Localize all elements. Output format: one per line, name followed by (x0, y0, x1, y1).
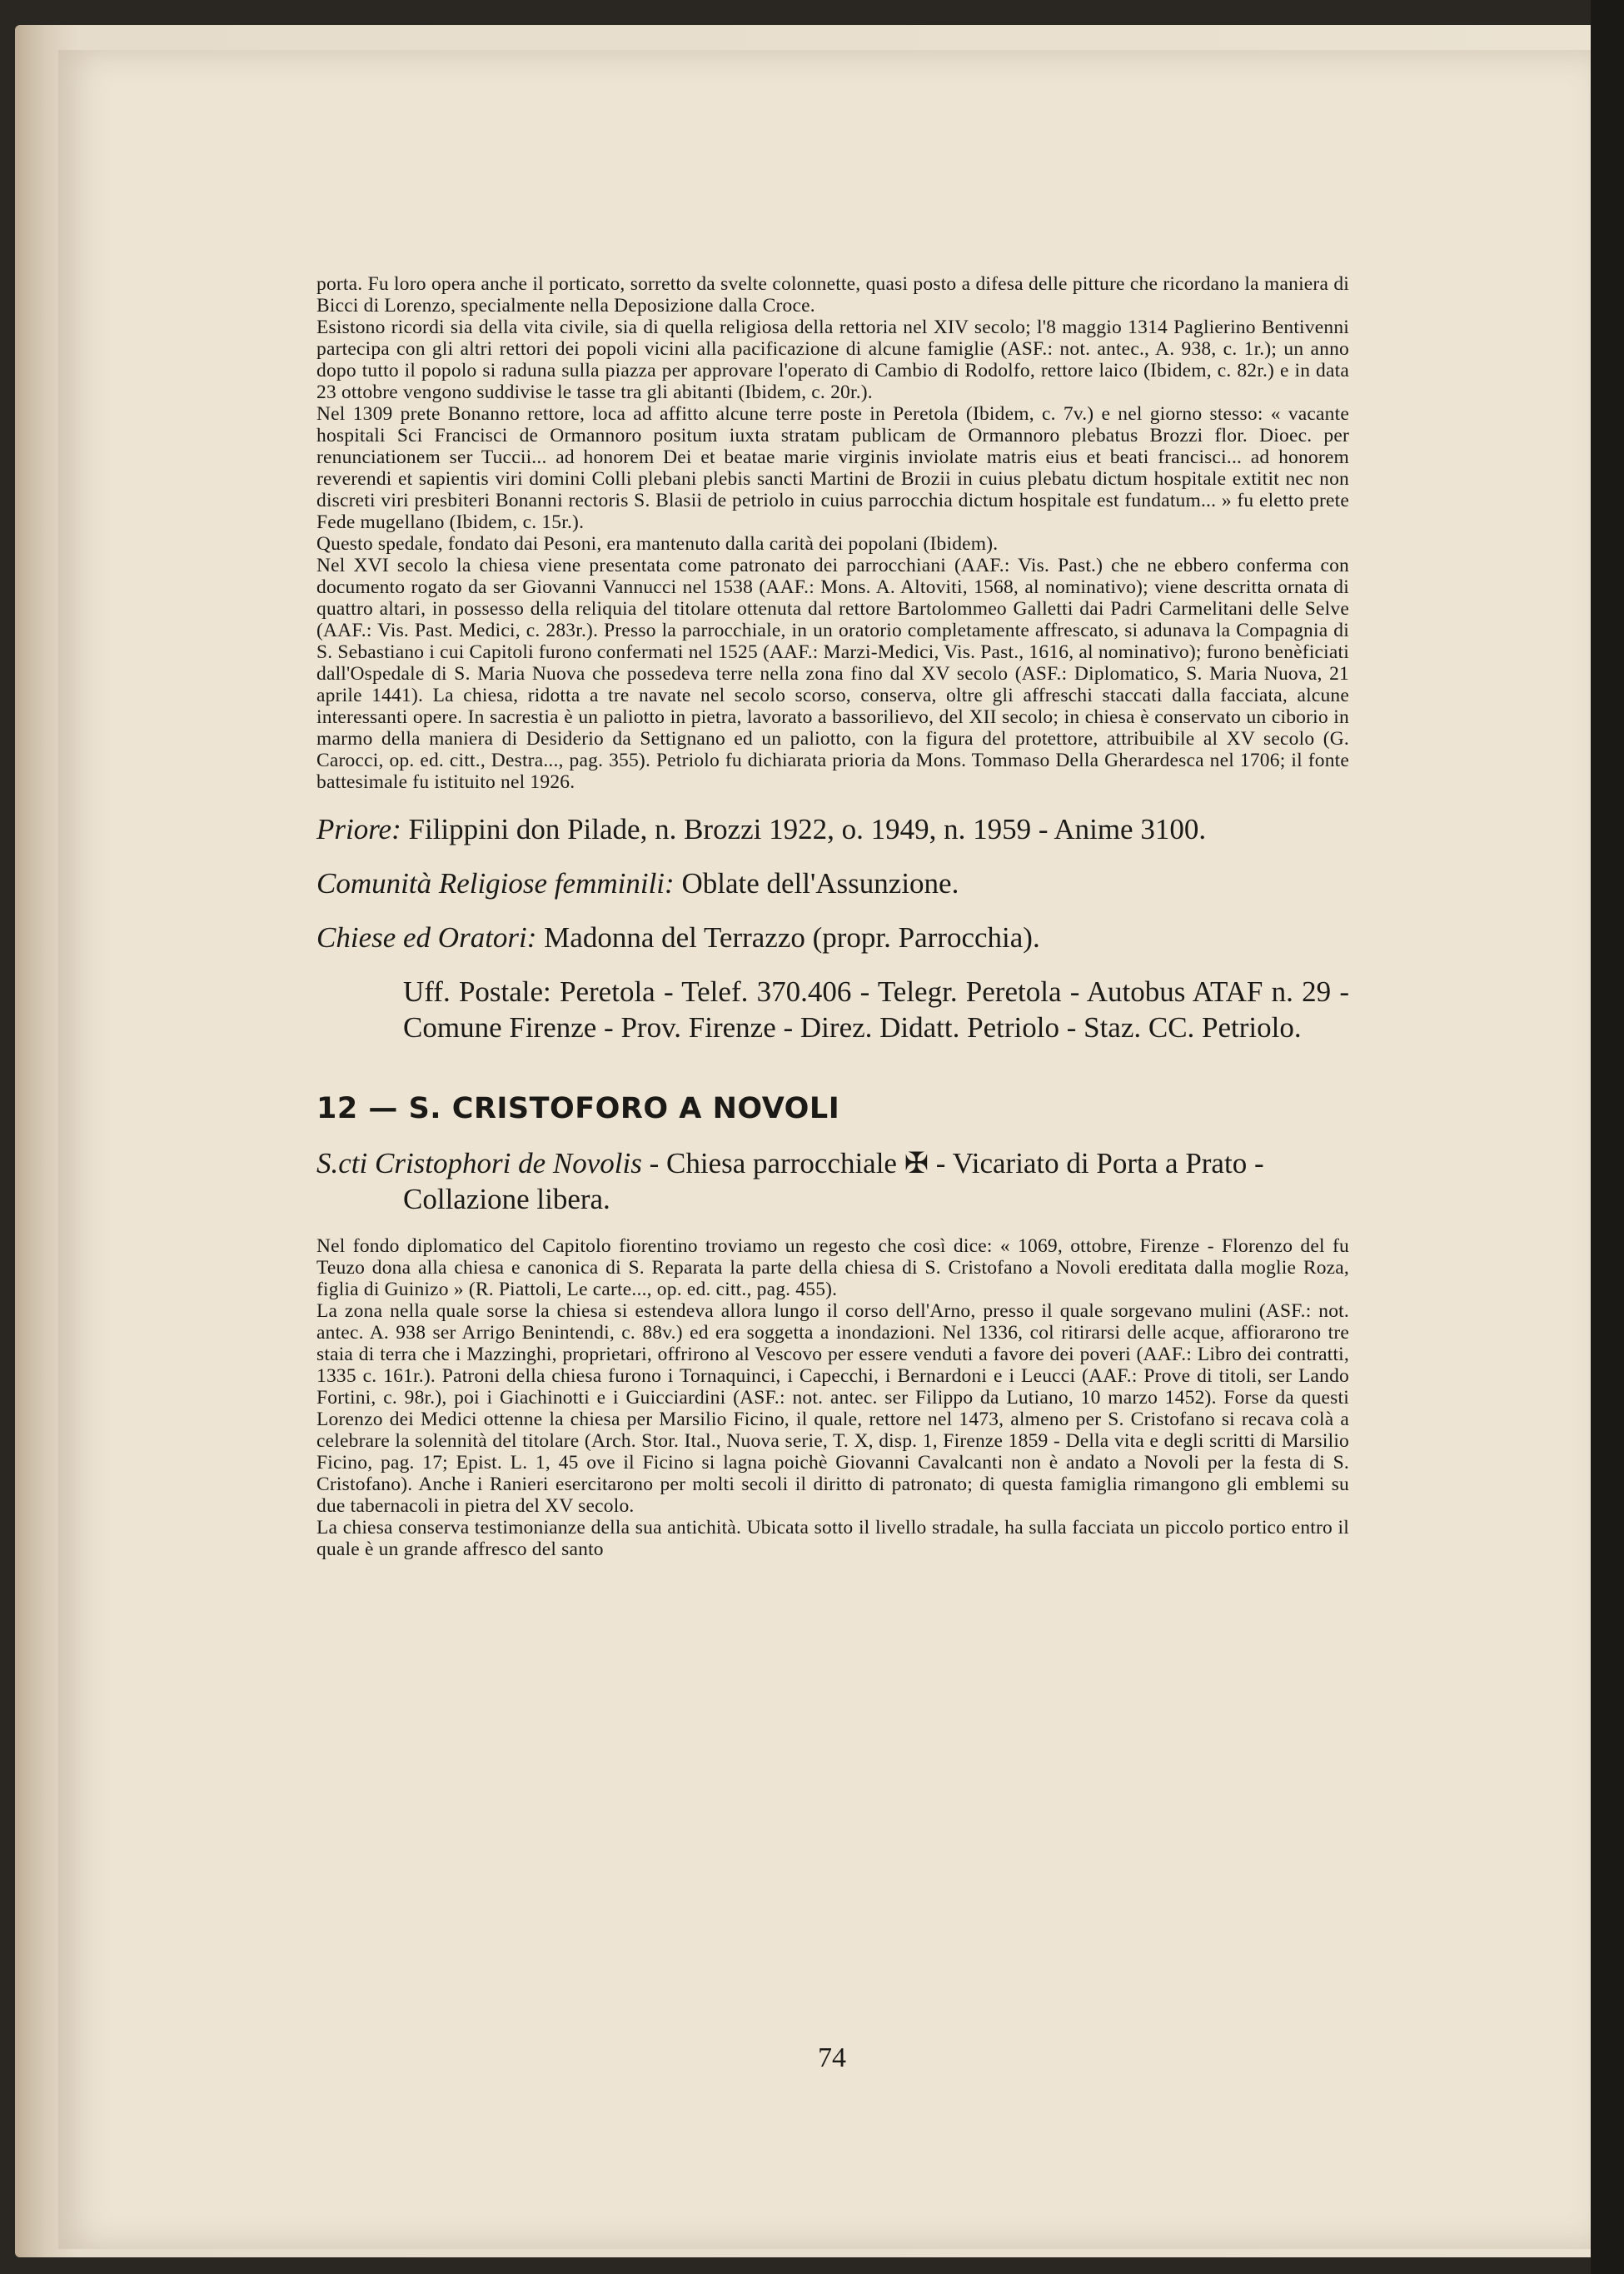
priore-entry: Priore: Filippini don Pilade, n. Brozzi 1922, o. 1949, n. 1959 - Anime 3100. (316, 813, 1207, 845)
history-paragraph: La zona nella quale sorse la chiesa si estendeva allora lungo il corso dell'Arno, presso il quale sorgevano mulini (ASF.: not. antec. A. 938 ser Arrigo Benintendi, c. 88v.) ed era soggetta a inondazioni. Nel 1336, col ritirarsi delle acque, affiorarono tre staia di terra che i Mazzinghi, proprietari, offrirono al Vescovo per essere venduti a favore dei poveri (AAF.: Libro dei contratti, 1335 c. 161r.). Patroni della chiesa furono i Tornaquinci, i Capecchi, i Bernardoni e i Leucci (AAF.: Prove di titoli, ser Lando Fortini, c. 98r.), poi i Giachinotti e i Guicciardini (ASF.: not. antec. ser Filippo da Lutiano, 10 marzo 1452). Forse da questi Lorenzo dei Medici ottenne la chiesa per Marsilio Ficino, il quale, rettore nel 1473, almeno per S. Cristofano si recava colà a celebrare la solennità del titolare (Arch. Stor. Ital., Nuova serie, T. X, disp. 1, Firenze 1859 - Della vita e degli scritti di Marsilio Ficino, pag. 17; Epist. L. 1, 45 ove il Ficino si lagna poichè Giovanni Cavalcanti non è andato a Novoli per la festa di S. Cristofano). Anche i Ranieri esercitarono per molti secoli il diritto di patronato; di questa famiglia rimangono gli emblemi su due tabernacoli in pietra del XV secolo. (316, 1300, 1349, 1517)
comunita-label: Comunità Religiose femminili (316, 867, 665, 900)
history-paragraph: Nel 1309 prete Bonanno rettore, loca ad affitto alcune terre poste in Peretola (Ibidem, c. 7v.) e nel giorno stesso: « vacante hospitali Sci Francisci de Ormannoro positum iuxta stratam publicam de Ormannoro plebatus Brozzi flor. Dioec. per renunciationem ser Tuccii... ad honorem Dei et beatae marie virginis inviolate matris eius et beati francisci... ad honorem reverendi et sapientis viri domini Colli plebani plebis sancti Martini de Brozii in cuius plebatu dictum hospitale extitit nec non discreti viri presbiteri Bonanni rectoris S. Blasii de petriolo in cuius parrocchia dictum hospitale est fundatum... » fu eletto prete Fede mugellano (Ibidem, c. 15r.). (316, 403, 1349, 533)
previous-entry-history (316, 273, 1349, 793)
cross-icon: ✠ (904, 1147, 929, 1179)
priore-label: Priore (316, 813, 392, 845)
page-content (316, 273, 1349, 1560)
history-paragraph: porta. Fu loro opera anche il porticato, sorretto da svelte colonnette, quasi posto a difesa delle pitture che ricordano la maniera di Bicci di Lorenzo, specialmente nella Deposizione dalla Croce. (316, 273, 1349, 317)
history-paragraph: Esistono ricordi sia della vita civile, sia di quella religiosa della rettoria nel XIV secolo; l'8 maggio 1314 Paglierino Bentivenni partecipa con gli altri rettori dei popoli vicini alla pacificazione di alcune famiglie (ASF.: not. antec., A. 938, c. 1r.); un anno dopo tutto il popolo si raduna sulla piazza per approvare l'operato di Cambio di Rodolfo, rettore laico (Ibidem, c. 82r.) e in data 23 ottobre vengono suddivise le tasse tra gli abitanti (Ibidem, c. 20r.). (316, 317, 1349, 403)
chiese-value: Madonna del Terrazzo (propr. Parrocchia). (544, 921, 1040, 954)
section-title: 12 — S. CRISTOFORO A NOVOLI (316, 1092, 840, 1125)
chiese-entry: Chiese ed Oratori: Madonna del Terrazzo (propr. Parrocchia). (316, 921, 1040, 954)
section-history (316, 1235, 1349, 1560)
uffici-entry: Uff. Postale: Peretola - Telef. 370.406 - Telegr. Peretola - Autobus ATAF n. 29 - Comune Firenze - Prov. Firenze - Direz. Didatt. Petriolo - Staz. CC. Petriolo. (403, 975, 1349, 1044)
latin-name: S.cti Cristophori de Novolis (316, 1147, 642, 1179)
history-paragraph: La chiesa conserva testimonianze della sua antichità. Ubicata sotto il livello stradale, ha sulla facciata un piccolo portico entro il quale è un grande affresco del santo (316, 1517, 1349, 1560)
background-shadow (1591, 0, 1624, 2274)
comunita-value: Oblate dell'Assunzione. (681, 867, 959, 900)
history-paragraph: Nel fondo diplomatico del Capitolo fiorentino troviamo un regesto che così dice: « 1069, ottobre, Firenze - Florenzo del fu Teuzo dona alla chiesa e canonica di S. Reparata la parte della chiesa di S. Cristofano a Novoli ereditata dalla moglie Roza, figlia di Guinizo » (R. Piattoli, Le carte..., op. ed. citt., pag. 455). (316, 1235, 1349, 1300)
chiese-label: Chiese ed Oratori (316, 921, 527, 954)
history-paragraph: Questo spedale, fondato dai Pesoni, era mantenuto dalla carità dei popolani (Ibidem). (316, 533, 999, 555)
church-type: - Chiesa parrocchiale (649, 1147, 897, 1179)
history-paragraph: Nel XVI secolo la chiesa viene presentata come patronato dei parrocchiani (AAF.: Vis. Past.) che ne ebbero conferma con documento rogato da ser Giovanni Vannucci nel 1538 (AAF.: Mons. A. Altoviti, 1568, al nominativo); viene descritta ornata di quattro altari, in possesso della reliquia del titolare ottenuta dal rettore Bartolommeo Galletti dai Padri Carmelitani delle Selve (AAF.: Vis. Past. Medici, c. 283r.). Presso la parrocchiale, in un oratorio completamente affrescato, si adunava la Compagnia di S. Sebastiano i cui Capitoli furono confermati nel 1525 (AAF.: Marzi-Medici, Vis. Past., 1616, al nominativo); furono benèficiati dall'Ospedale di S. Maria Nuova che possedeva terre nella zona fino dal XV secolo (ASF.: Diplomatico, S. Maria Nuova, 21 aprile 1441). La chiesa, ridotta a tre navate nel secolo scorso, conserva, oltre gli affreschi staccati dalla facciata, alcune interessanti opere. In sacrestia è un paliotto in pietra, lavorato a bassorilievo, del XII secolo; in chiesa è conservato un ciborio in marmo della maniera di Desiderio da Settignano ed un paliotto, con la figura del protettore, attribuibile al XV secolo (G. Carocci, op. ed. citt., Destra..., pag. 355). Petriolo fu dichiarata prioria da Mons. Tommaso Della Gherardesca nel 1706; il fonte battesimale fu istituito nel 1926. (316, 555, 1349, 793)
comunita-entry: Comunità Religiose femminili: Oblate dell'Assunzione. (316, 867, 959, 900)
page-number: 74 (818, 2042, 846, 2073)
church-vicariate: - Vicariato di Porta a Prato - Collazione libera. (403, 1147, 1264, 1215)
priore-value: Filippini don Pilade, n. Brozzi 1922, o. 1949, n. 1959 - Anime 3100. (408, 813, 1207, 845)
church-header (316, 1145, 1349, 1217)
